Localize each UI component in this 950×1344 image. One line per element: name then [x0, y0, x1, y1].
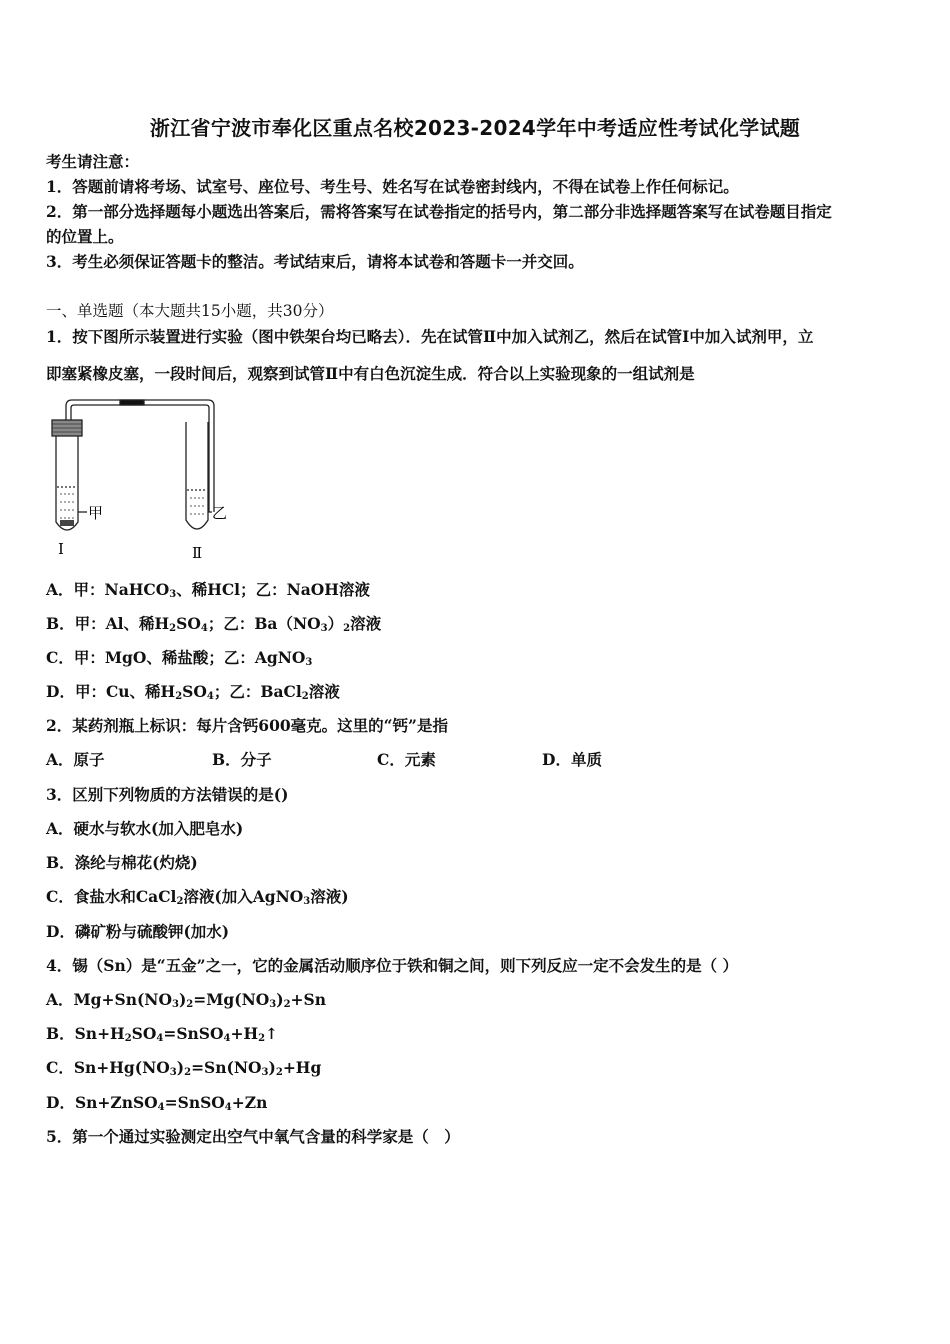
- q1-stem-line1: 1．按下图所示装置进行实验（图中铁架台均已略去）．先在试管Ⅱ中加入试剂乙，然后在试管Ⅰ中加入试剂甲，立: [46, 327, 814, 346]
- q4-option-b: B．$Sn+H_2SO_4=SnSO_4+H_2↑$: [46, 1024, 279, 1044]
- label-tube-1: Ⅰ: [58, 540, 64, 558]
- apparatus-figure: [40, 392, 240, 568]
- label-tube-2: Ⅱ: [192, 544, 203, 562]
- q2-option-a: A．原子: [46, 750, 105, 769]
- q2-option-d: D．单质: [542, 750, 602, 769]
- q5-stem: 5．第一个通过实验测定出空气中氧气含量的科学家是（ ）: [46, 1127, 460, 1146]
- q3-stem: 3．区别下列物质的方法错误的是(): [46, 785, 289, 804]
- q4-stem: 4．锡（Sn）是“五金”之一，它的金属活动顺序位于铁和铜之间，则下列反应一定不会发生的是（ ）: [46, 956, 738, 975]
- test-tube-2: [186, 422, 208, 529]
- notice-item-1: 1．答题前请将考场、试室号、座位号、考生号、姓名写在试卷密封线内，不得在试卷上作任何标记。: [46, 177, 739, 196]
- q1-option-b: B．甲：Al、稀$H_2SO_4$；乙：$Ba(NO_3)_2$溶液: [46, 614, 382, 634]
- label-jia: 甲: [88, 504, 104, 522]
- q1-option-c: C．甲：MgO、稀盐酸；乙：AgNO$_3$: [46, 648, 313, 668]
- q2-stem: 2．某药剂瓶上标识：每片含钙600毫克。这里的“钙”是指: [46, 716, 448, 735]
- label-yi: 乙: [212, 504, 228, 522]
- q1-option-a: A．甲：NaHCO$_3$、稀HCl；乙：NaOH溶液: [46, 580, 370, 600]
- q3-option-d: D．磷矿粉与硫酸钾(加水): [46, 922, 230, 941]
- notice-heading: 考生请注意：: [46, 152, 140, 171]
- q2-option-b: B．分子: [212, 750, 272, 769]
- test-tube-1: [56, 436, 78, 530]
- notice-item-2: 2．第一部分选择题每小题选出答案后，需将答案写在试卷指定的括号内，第二部分非选择题答案写在试卷题目指定: [46, 202, 832, 221]
- q2-option-c: C．元素: [377, 750, 436, 769]
- q1-option-d: D．甲：Cu、稀$H_2SO_4$；乙：BaCl$_2$溶液: [46, 682, 340, 702]
- q3-option-a: A．硬水与软水(加入肥皂水): [46, 819, 244, 838]
- connecting-tube: [66, 400, 214, 512]
- section-heading: 一、单选题（本大题共15小题，共30分）: [46, 302, 334, 320]
- rubber-joint: [120, 400, 144, 405]
- notice-item-3: 3．考生必须保证答题卡的整洁。考试结束后，请将本试卷和答题卡一并交回。: [46, 252, 584, 271]
- q4-option-c: C．$Sn+Hg(NO_3)_2=Sn(NO_3)_2+Hg$: [46, 1058, 322, 1078]
- q4-option-d: D．Sn+ZnSO$_4$=SnSO$_4$+Zn: [46, 1093, 268, 1113]
- q3-option-c: C．食盐水和CaCl$_2$溶液(加入AgNO$_3$溶液): [46, 887, 349, 907]
- q3-option-b: B．涤纶与棉花(灼烧): [46, 853, 198, 872]
- exam-title: 浙江省宁波市奉化区重点名校2023-2024学年中考适应性考试化学试题: [149, 116, 801, 140]
- q4-option-a: A．$Mg+Sn(NO_3)_2=Mg(NO_3)_2+Sn$: [46, 990, 326, 1010]
- q1-stem-line2: 即塞紧橡皮塞，一段时间后，观察到试管Ⅱ中有白色沉淀生成．符合以上实验现象的一组试剂是: [46, 364, 695, 383]
- notice-item-2-cont: 的位置上。: [46, 227, 124, 246]
